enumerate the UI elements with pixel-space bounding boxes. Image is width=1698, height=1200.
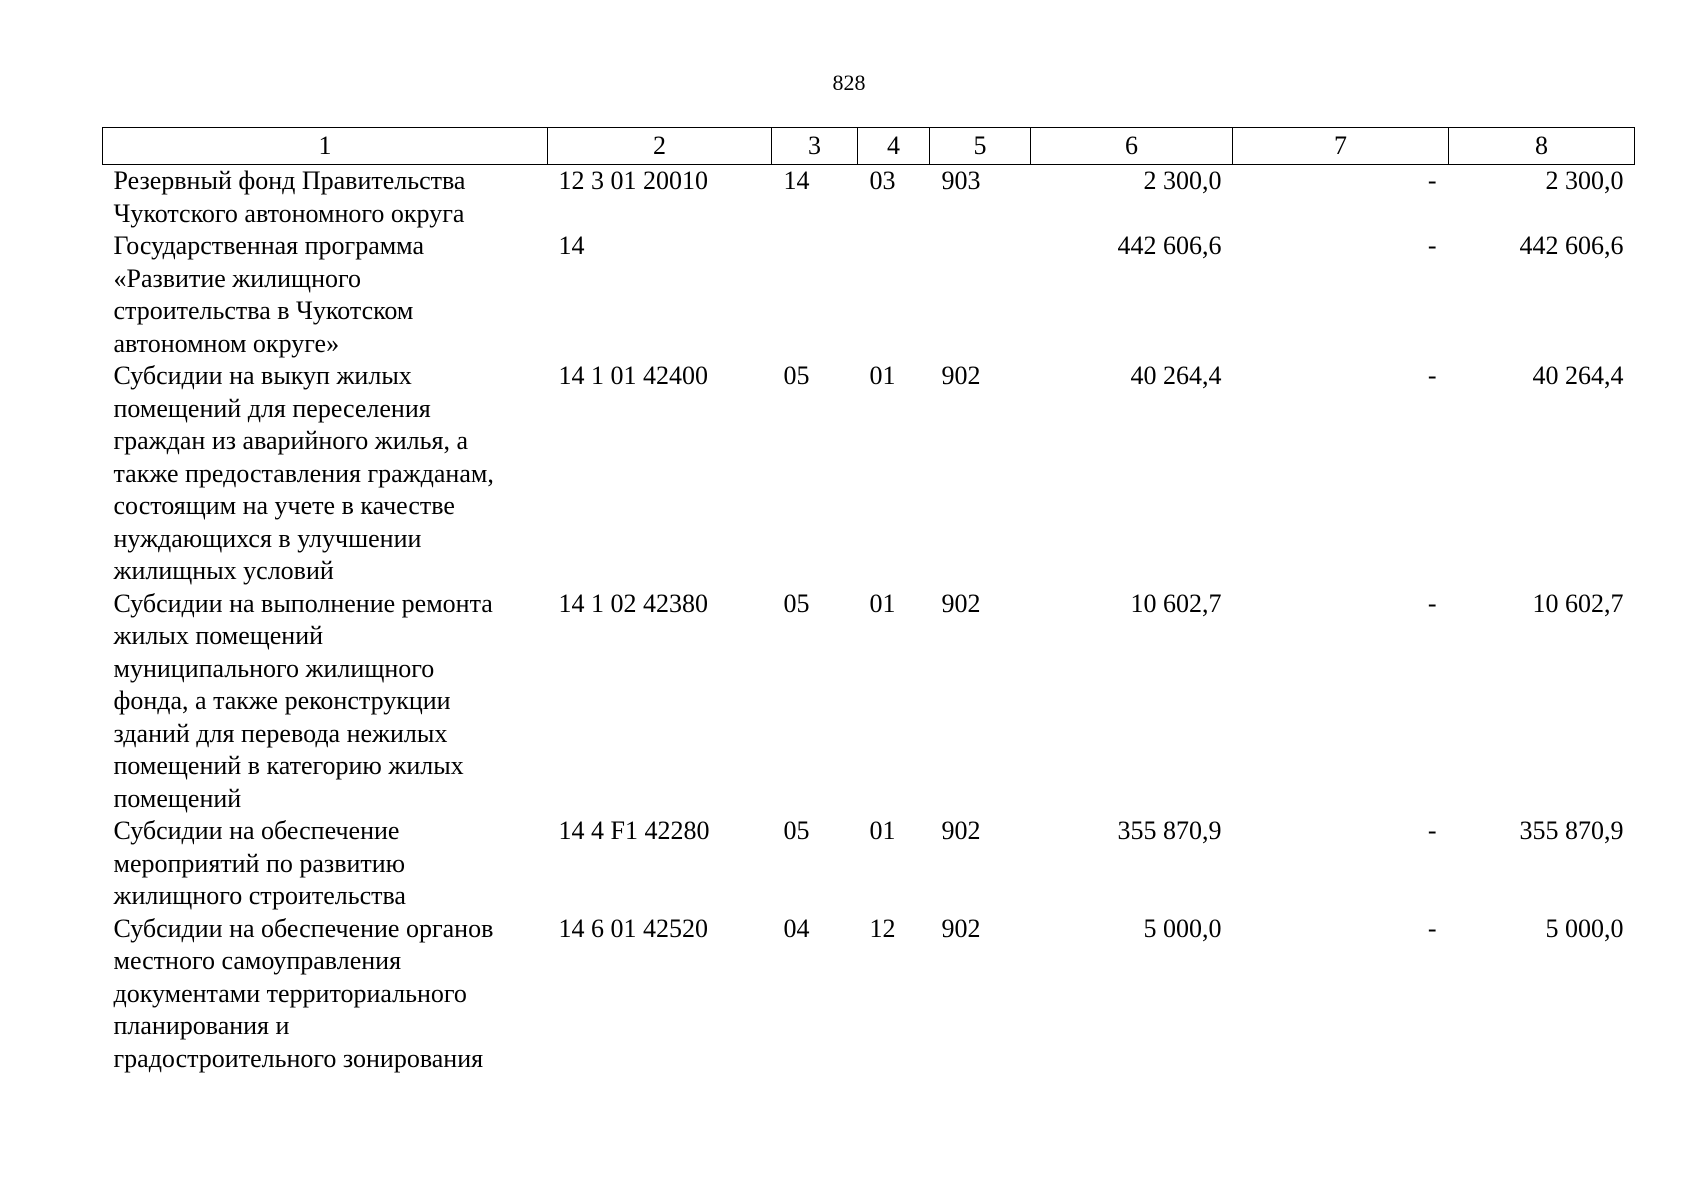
row-col8: 442 606,6 <box>1519 231 1624 260</box>
row-col7: - <box>1427 166 1437 195</box>
row-name <box>103 165 548 231</box>
row-name-line: жилых помещений <box>113 621 324 650</box>
row-name-line: зданий для перевода нежилых <box>113 718 448 748</box>
row-col5 <box>930 230 1031 360</box>
row-name <box>103 230 548 360</box>
row-name-line: нуждающихся в улучшении <box>113 523 422 553</box>
row-name-line: помещений для переселения <box>113 393 431 423</box>
column-header-3: 3 <box>772 128 858 165</box>
row-name-line: Чукотского автономного округа <box>113 198 465 228</box>
row-code: 14 1 01 42400 <box>558 361 708 390</box>
header-row <box>103 128 1635 165</box>
row-col6: 2 300,0 <box>1143 166 1222 195</box>
row-name-line: градостроительного зонирования <box>113 1043 484 1073</box>
row-name-line: «Развитие жилищного <box>113 263 361 293</box>
row-name-line: Субсидии на обеспечение органов <box>113 913 494 943</box>
page-number: 828 <box>832 70 866 95</box>
row-col4: 01 <box>869 361 896 390</box>
column-header-6: 6 <box>1031 128 1233 165</box>
row-name <box>103 815 548 913</box>
row-name-line: также предоставления гражданам, <box>113 458 494 488</box>
table-row <box>103 165 1635 231</box>
row-col3: 04 <box>783 913 810 943</box>
row-col6: 355 870,9 <box>1117 816 1222 845</box>
column-header-7: 7 <box>1233 128 1449 165</box>
row-name-line: жилищных условий <box>113 556 334 585</box>
row-col8: 40 264,4 <box>1532 361 1624 390</box>
column-header-8: 8 <box>1449 128 1635 165</box>
row-col7: - <box>1427 231 1437 260</box>
row-col4: 01 <box>869 588 896 618</box>
row-code: 14 <box>558 231 585 260</box>
row-code: 12 3 01 20010 <box>558 166 708 195</box>
row-name <box>103 360 548 588</box>
column-header-1: 1 <box>103 128 548 165</box>
row-name-line: мероприятий по развитию <box>113 848 406 878</box>
row-col8: 10 602,7 <box>1532 588 1624 618</box>
row-col7: - <box>1427 816 1437 845</box>
budget-table <box>102 127 1635 1075</box>
table-row <box>103 815 1635 913</box>
row-col7: - <box>1427 588 1437 618</box>
row-name-line: документами территориального <box>113 978 467 1008</box>
row-name-line: помещений <box>113 783 242 813</box>
row-col3 <box>772 230 858 360</box>
row-col5: 902 <box>941 816 981 845</box>
row-name-line: строительства в Чукотском <box>113 296 414 325</box>
table-header <box>103 128 1635 165</box>
column-header-4: 4 <box>858 128 930 165</box>
row-col4: 01 <box>869 816 896 845</box>
row-col3: 05 <box>783 816 810 845</box>
row-name <box>103 913 548 1076</box>
row-col8: 5 000,0 <box>1545 913 1624 943</box>
row-col6: 442 606,6 <box>1117 231 1222 260</box>
row-name-line: муниципального жилищного <box>113 653 435 683</box>
row-name-line: фонда, а также реконструкции <box>113 686 451 715</box>
row-name-line: Субсидии на выполнение ремонта <box>113 588 493 618</box>
row-name-line: Субсидии на выкуп жилых <box>113 361 412 390</box>
row-col4 <box>858 230 930 360</box>
row-name-line: автономном округе» <box>113 328 340 358</box>
table-row <box>103 360 1635 588</box>
column-header-5: 5 <box>930 128 1031 165</box>
row-col7: - <box>1427 361 1437 390</box>
row-code: 14 6 01 42520 <box>558 913 708 943</box>
row-col5: 903 <box>941 166 981 195</box>
row-col3: 14 <box>783 166 810 195</box>
row-name-line: помещений в категорию жилых <box>113 751 464 780</box>
row-name-line: жилищного строительства <box>113 881 406 910</box>
row-col3: 05 <box>783 361 810 390</box>
table-row <box>103 588 1635 816</box>
row-name-line: Государственная программа <box>113 231 425 260</box>
row-col4: 12 <box>869 913 896 943</box>
row-code: 14 4 F1 42280 <box>558 816 710 845</box>
row-col7: - <box>1427 913 1437 943</box>
row-name-line: состоящим на учете в качестве <box>113 491 455 520</box>
row-col8: 2 300,0 <box>1545 166 1624 195</box>
table-row <box>103 230 1635 360</box>
row-name-line: планирования и <box>113 1011 290 1040</box>
row-name-line: Субсидии на обеспечение <box>113 816 400 845</box>
row-code: 14 1 02 42380 <box>558 588 708 618</box>
row-col3: 05 <box>783 588 810 618</box>
row-col6: 5 000,0 <box>1143 913 1222 943</box>
row-col5: 902 <box>941 588 981 618</box>
row-col5: 902 <box>941 361 981 390</box>
column-header-2: 2 <box>548 128 772 165</box>
row-col8: 355 870,9 <box>1519 816 1624 845</box>
row-col5: 902 <box>941 913 981 943</box>
row-col4: 03 <box>869 166 896 195</box>
row-name-line: местного самоуправления <box>113 946 402 975</box>
table-row <box>103 913 1635 1076</box>
row-name-line: граждан из аварийного жилья, а <box>113 426 469 455</box>
row-col6: 40 264,4 <box>1130 361 1222 390</box>
row-name-line: Резервный фонд Правительства <box>113 166 466 195</box>
row-col6: 10 602,7 <box>1130 588 1222 618</box>
row-name <box>103 588 548 816</box>
table-body <box>103 165 1635 1076</box>
